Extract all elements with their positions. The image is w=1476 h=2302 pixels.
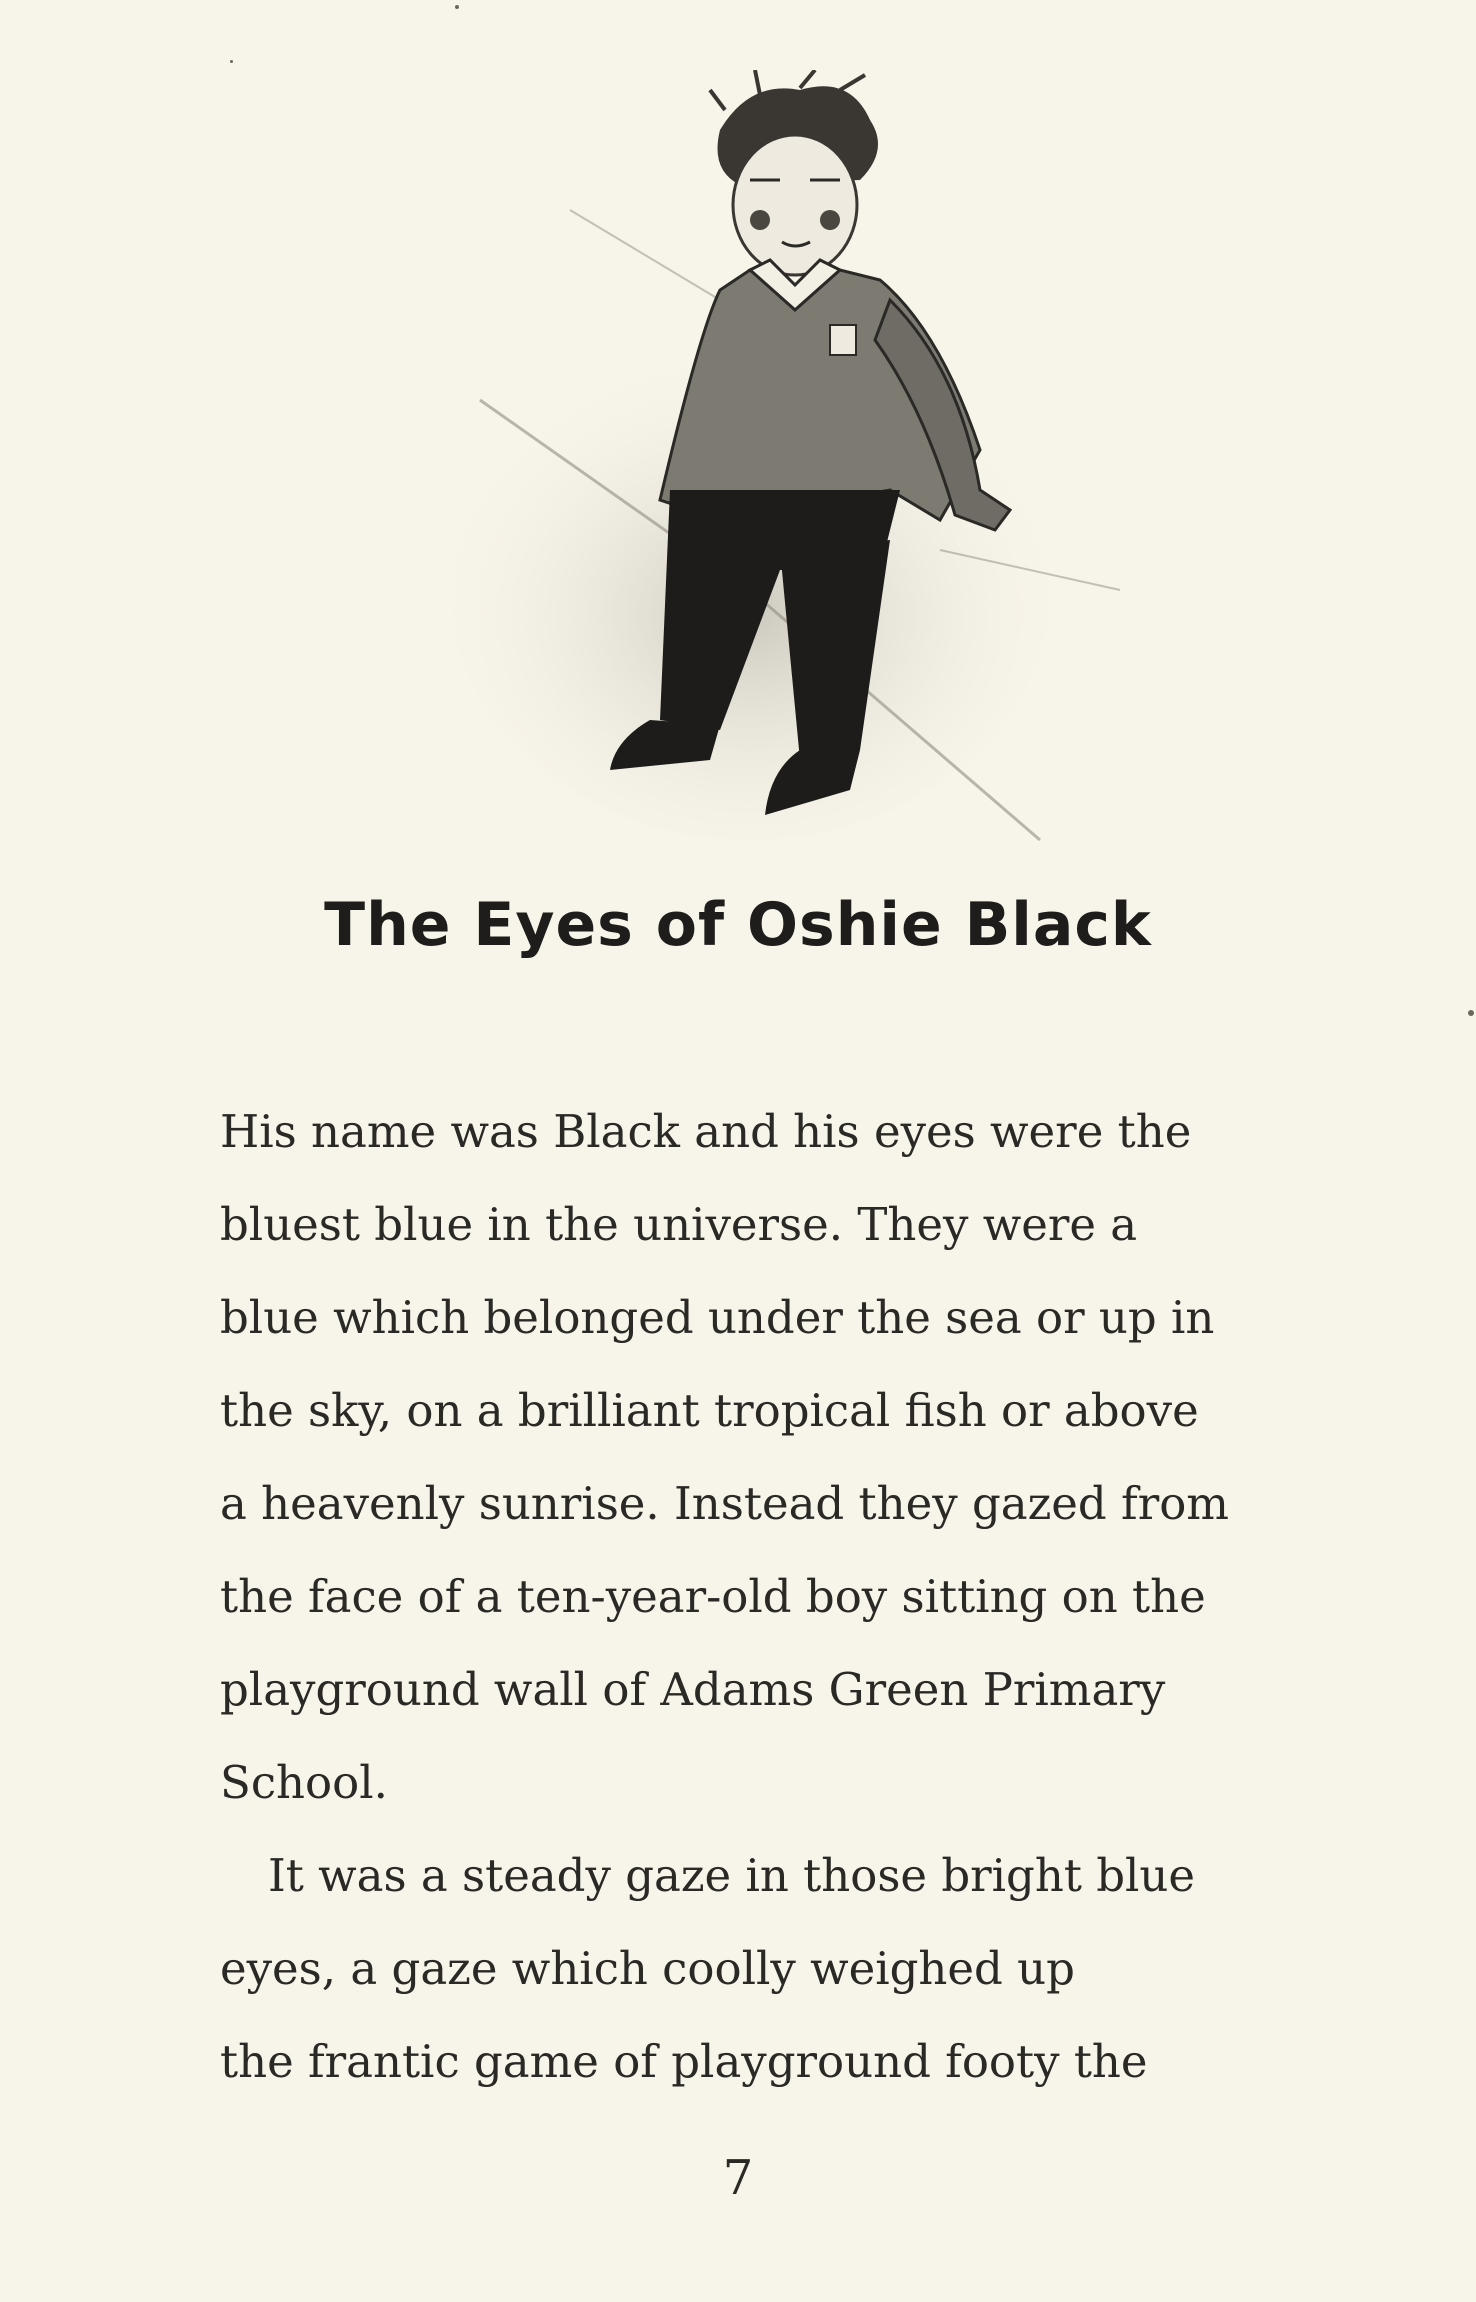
chapter-title: The Eyes of Oshie Black xyxy=(324,890,1152,960)
text-line: the face of a ten-year-old boy sitting on the xyxy=(220,1570,1206,1623)
text-line: blue which belonged under the sea or up in xyxy=(220,1291,1215,1344)
text-line: School. xyxy=(220,1756,388,1809)
paper-speck xyxy=(230,60,233,63)
paragraph-1 xyxy=(220,1085,1280,1829)
page-number: 7 xyxy=(722,2150,754,2206)
text-line: playground wall of Adams Green Primary xyxy=(220,1663,1166,1716)
text-line: bluest blue in the universe. They were a xyxy=(220,1198,1138,1251)
paper-speck xyxy=(1468,1010,1474,1016)
text-line: eyes, a gaze which coolly weighed up xyxy=(220,1942,1075,1995)
text-line: It was a steady gaze in those bright blue xyxy=(268,1849,1196,1902)
paragraph-2 xyxy=(220,1829,1280,2108)
paper-speck xyxy=(455,5,459,9)
body-text xyxy=(220,1085,1280,2108)
text-line: the frantic game of playground footy the xyxy=(220,2035,1148,2088)
text-line: a heavenly sunrise. Instead they gazed from xyxy=(220,1477,1229,1530)
text-line: His name was Black and his eyes were the xyxy=(220,1105,1192,1158)
text-line: the sky, on a brilliant tropical fish or above xyxy=(220,1384,1199,1437)
boy-on-wall-illustration xyxy=(420,70,1140,900)
